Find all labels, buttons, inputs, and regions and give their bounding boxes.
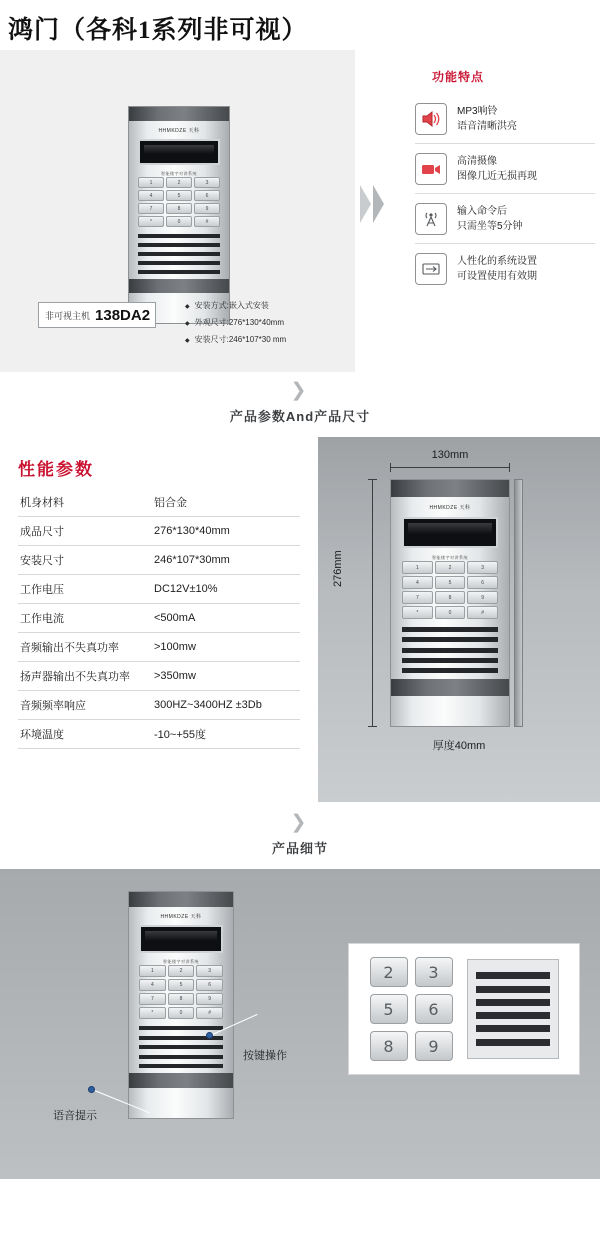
settings-icon [415, 253, 447, 285]
keypad-key: 6 [196, 979, 223, 991]
table-row [18, 720, 300, 749]
model-tag [38, 302, 156, 328]
device-face [129, 121, 229, 279]
dimension-height-line [372, 479, 373, 727]
device-face [391, 497, 509, 679]
closeup-keypad [370, 957, 453, 1061]
model-tag-number: 138DA2 [95, 306, 151, 324]
closeup-key: 8 [370, 1031, 408, 1061]
keypad-key: 9 [194, 203, 220, 214]
keypad-key: 5 [168, 979, 195, 991]
dimension-width-label: 130mm [431, 449, 469, 461]
closeup-key: 9 [415, 1031, 453, 1061]
detail-section [0, 869, 600, 1179]
model-tag-prefix: 非可视主机 [45, 310, 91, 321]
param-key: 机身材料 [18, 488, 146, 517]
keypad-key: 0 [435, 606, 466, 619]
param-key: 成品尺寸 [18, 517, 146, 546]
feature-item-mp3 [415, 94, 595, 144]
keypad-key: 8 [168, 993, 195, 1005]
table-row [18, 604, 300, 633]
param-key: 音频频率响应 [18, 691, 146, 720]
device-screen [139, 925, 223, 953]
feature-item-signal [415, 194, 595, 244]
table-row [18, 546, 300, 575]
keypad-key: 4 [402, 576, 433, 589]
keypad-key: 1 [402, 561, 433, 574]
keypad-key: 6 [194, 190, 220, 201]
device-top-bar [129, 107, 229, 121]
device-top-bar [129, 892, 233, 907]
device-speaker-grille [402, 627, 498, 673]
feature-item-camera [415, 144, 595, 194]
device-bottom-bar [391, 679, 509, 696]
callout-dot-voice [88, 1086, 95, 1093]
closeup-key: 3 [415, 957, 453, 987]
product-image-main [128, 106, 230, 324]
arrow-right-icon [360, 185, 384, 223]
device-brand-label: HHMKDZE 天科 [158, 128, 200, 134]
signal-icon [415, 203, 447, 235]
feature-line-2: 语音清晰洪亮 [457, 120, 517, 132]
divider-params [0, 370, 600, 437]
keypad-key: 9 [196, 993, 223, 1005]
feature-line-1: MP3响铃 [457, 105, 498, 117]
closeup-key: 5 [370, 994, 408, 1024]
keypad-key: 3 [196, 965, 223, 977]
keypad-key: 7 [139, 993, 166, 1005]
keypad-key: 4 [138, 190, 164, 201]
device-bottom-bar [129, 279, 229, 293]
device-brand-label: HHMKDZE 天科 [429, 505, 471, 511]
keypad-key: 5 [435, 576, 466, 589]
params-table [18, 488, 300, 749]
feature-line-1: 人性化的系统设置 [457, 256, 537, 267]
chevron-down-icon: ❯ [290, 380, 310, 401]
hero-spec-item: ◆ 安装方式:嵌入式安装 [185, 298, 286, 315]
dimension-width-line [390, 467, 510, 468]
keypad-key: 7 [402, 591, 433, 604]
device-screen [402, 517, 498, 548]
keypad-key: 0 [166, 216, 192, 227]
param-value: DC12V±10% [146, 575, 300, 604]
keypad-key: 3 [194, 177, 220, 188]
keypad-key: 6 [467, 576, 498, 589]
param-value: 246*107*30mm [146, 546, 300, 575]
param-value: 300HZ~3400HZ ±3Db [146, 691, 300, 720]
closeup-key: 6 [415, 994, 453, 1024]
param-key: 环境温度 [18, 720, 146, 749]
dimension-height-label: 276mm [332, 550, 344, 587]
device-top-bar [391, 480, 509, 497]
keypad-key: 0 [168, 1007, 195, 1019]
keypad-key: 2 [435, 561, 466, 574]
param-key: 安装尺寸 [18, 546, 146, 575]
param-value: >350mw [146, 662, 300, 691]
param-value: -10~+55度 [146, 720, 300, 749]
product-image-detail [128, 891, 234, 1119]
closeup-key: 2 [370, 957, 408, 987]
keypad-key: 2 [168, 965, 195, 977]
keypad-key: * [139, 1007, 166, 1019]
keypad-key: 8 [435, 591, 466, 604]
callout-dot-keys [206, 1032, 213, 1039]
divider-label: 产品细节 [271, 841, 328, 856]
feature-text [447, 254, 537, 284]
divider-detail [0, 802, 600, 869]
product-image-dimensions [390, 479, 510, 727]
features-list [415, 94, 595, 294]
keypad-key: 1 [138, 177, 164, 188]
keypad-key: # [196, 1007, 223, 1019]
device-brand-label: HHMKDZE 天科 [160, 914, 202, 920]
feature-line-2: 图像几近无损再现 [457, 170, 537, 182]
param-value: >100mw [146, 633, 300, 662]
feature-item-settings [415, 244, 595, 294]
param-value: 276*130*40mm [146, 517, 300, 546]
chevron-down-icon: ❯ [290, 812, 310, 833]
feature-line-2: 可设置使用有效期 [457, 271, 537, 282]
callout-label-keys: 按键操作 [243, 1050, 287, 1062]
device-sub-label: 智能楼宇对讲系统 [161, 171, 197, 176]
feature-text [447, 154, 537, 184]
features-title: 功能特点 [432, 70, 485, 84]
callout-label-voice: 语音提示 [53, 1110, 97, 1122]
keypad-key: # [194, 216, 220, 227]
param-value: 铝合金 [146, 488, 300, 517]
keypad-key: 4 [139, 979, 166, 991]
keypad-key: * [138, 216, 164, 227]
hero-spec-list [185, 298, 286, 349]
param-value: <500mA [146, 604, 300, 633]
param-key: 音频输出不失真功率 [18, 633, 146, 662]
hero-spec-item: ◆ 安装尺寸:246*107*30 mm [185, 332, 286, 349]
feature-text [447, 204, 523, 234]
hero-section [0, 0, 600, 370]
device-keypad [402, 561, 498, 619]
hero-body [0, 50, 600, 372]
hero-spec-item: ◆ 外观尺寸:276*130*40mm [185, 315, 286, 332]
param-key: 工作电压 [18, 575, 146, 604]
table-row [18, 691, 300, 720]
keypad-key: 7 [138, 203, 164, 214]
detail-closeup-photo [348, 943, 580, 1075]
keypad-key: 2 [166, 177, 192, 188]
camera-icon [415, 153, 447, 185]
page-title: 鸿门（各科1系列非可视） [8, 17, 308, 44]
device-sub-label: 智能楼宇对讲系统 [163, 959, 199, 964]
keypad-key: 9 [467, 591, 498, 604]
table-row [18, 575, 300, 604]
params-heading: 性能参数 [18, 460, 94, 479]
keypad-key: * [402, 606, 433, 619]
params-table-panel [0, 437, 318, 802]
device-bottom-bar [129, 1073, 233, 1088]
param-key: 扬声器输出不失真功率 [18, 662, 146, 691]
keypad-key: 8 [166, 203, 192, 214]
speaker-icon [415, 103, 447, 135]
divider-label: 产品参数And产品尺寸 [229, 409, 371, 424]
device-speaker-grille [138, 234, 220, 274]
device-face [129, 907, 233, 1073]
table-row [18, 633, 300, 662]
feature-line-1: 输入命令后 [457, 205, 507, 217]
keypad-key: 1 [139, 965, 166, 977]
dimension-drawing-panel [318, 437, 600, 802]
feature-line-1: 高清摄像 [457, 155, 497, 167]
closeup-speaker-grille [467, 959, 559, 1059]
device-keypad [139, 965, 223, 1019]
device-keypad [138, 177, 220, 227]
params-section [0, 437, 600, 802]
dimension-thickness-label: 厚度40mm [432, 740, 486, 752]
feature-line-2: 只需坐等5分钟 [457, 220, 523, 232]
table-row [18, 488, 300, 517]
keypad-key: # [467, 606, 498, 619]
device-side-profile [514, 479, 523, 727]
feature-text [447, 104, 517, 134]
device-sub-label: 智能楼宇对讲系统 [432, 555, 468, 560]
table-row [18, 662, 300, 691]
table-row [18, 517, 300, 546]
device-screen [138, 139, 220, 165]
keypad-key: 5 [166, 190, 192, 201]
keypad-key: 3 [467, 561, 498, 574]
param-key: 工作电流 [18, 604, 146, 633]
